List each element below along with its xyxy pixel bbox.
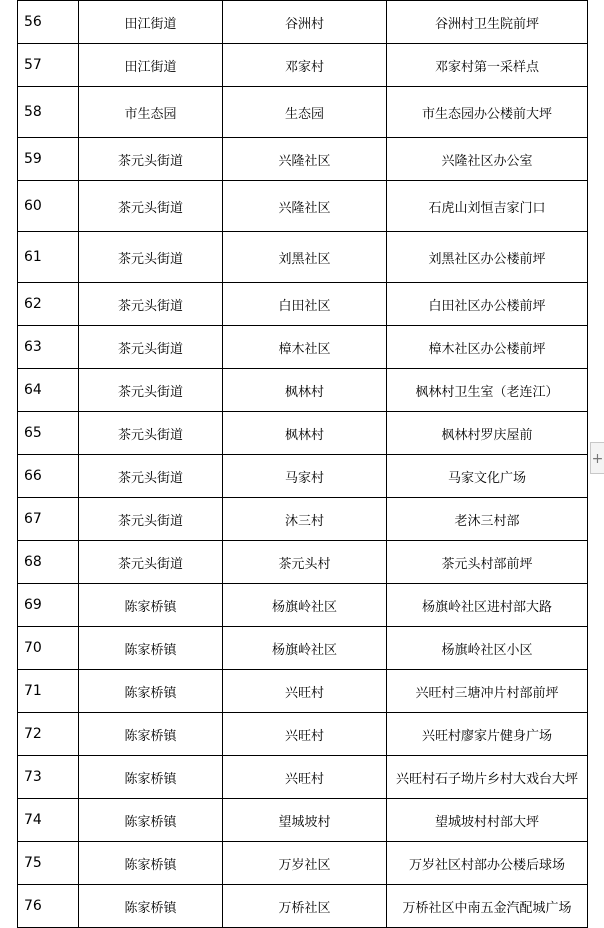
- row-number: 70: [18, 627, 79, 670]
- community-cell: 望城坡村: [223, 799, 387, 842]
- row-number: 65: [18, 412, 79, 455]
- site-cell: 万岁社区村部办公楼后球场: [387, 842, 588, 885]
- site-cell: 杨旗岭社区进村部大路: [387, 584, 588, 627]
- street-cell: 茶元头街道: [79, 541, 223, 584]
- table-row: [18, 541, 588, 584]
- table-row: [18, 369, 588, 412]
- street-cell: 茶元头街道: [79, 326, 223, 369]
- street-cell: 茶元头街道: [79, 181, 223, 232]
- street-cell: 市生态园: [79, 87, 223, 138]
- table-row: [18, 799, 588, 842]
- community-cell: 杨旗岭社区: [223, 627, 387, 670]
- community-cell: 兴隆社区: [223, 138, 387, 181]
- community-cell: 万岁社区: [223, 842, 387, 885]
- community-cell: 兴隆社区: [223, 181, 387, 232]
- row-number: 64: [18, 369, 79, 412]
- site-cell: 兴隆社区办公室: [387, 138, 588, 181]
- row-number: 75: [18, 842, 79, 885]
- site-cell: 枫林村罗庆屋前: [387, 412, 588, 455]
- community-cell: 邓家村: [223, 44, 387, 87]
- row-number: 76: [18, 885, 79, 928]
- row-number: 60: [18, 181, 79, 232]
- street-cell: 茶元头街道: [79, 369, 223, 412]
- table-row: [18, 232, 588, 283]
- site-cell: 万桥社区中南五金汽配城广场: [387, 885, 588, 928]
- community-cell: 枫林村: [223, 412, 387, 455]
- row-number: 74: [18, 799, 79, 842]
- site-cell: 兴旺村三塘冲片村部前坪: [387, 670, 588, 713]
- site-cell: 兴旺村石子坳片乡村大戏台大坪: [387, 756, 588, 799]
- table-row: [18, 670, 588, 713]
- community-cell: 樟木社区: [223, 326, 387, 369]
- community-cell: 万桥社区: [223, 885, 387, 928]
- table-row: [18, 181, 588, 232]
- row-number: 68: [18, 541, 79, 584]
- site-cell: 杨旗岭社区小区: [387, 627, 588, 670]
- site-cell: 樟木社区办公楼前坪: [387, 326, 588, 369]
- row-number: 72: [18, 713, 79, 756]
- site-cell: 老沐三村部: [387, 498, 588, 541]
- row-number: 69: [18, 584, 79, 627]
- row-number: 58: [18, 87, 79, 138]
- street-cell: 茶元头街道: [79, 498, 223, 541]
- site-cell: 兴旺村廖家片健身广场: [387, 713, 588, 756]
- row-number: 62: [18, 283, 79, 326]
- site-cell: 白田社区办公楼前坪: [387, 283, 588, 326]
- row-number: 73: [18, 756, 79, 799]
- street-cell: 茶元头街道: [79, 283, 223, 326]
- table-row: [18, 584, 588, 627]
- street-cell: 茶元头街道: [79, 455, 223, 498]
- table-row: [18, 713, 588, 756]
- community-cell: 生态园: [223, 87, 387, 138]
- table-row: [18, 885, 588, 928]
- row-number: 66: [18, 455, 79, 498]
- street-cell: 陈家桥镇: [79, 670, 223, 713]
- table-row: [18, 44, 588, 87]
- community-cell: 兴旺村: [223, 670, 387, 713]
- street-cell: 陈家桥镇: [79, 627, 223, 670]
- street-cell: 陈家桥镇: [79, 842, 223, 885]
- street-cell: 陈家桥镇: [79, 799, 223, 842]
- community-cell: 沐三村: [223, 498, 387, 541]
- street-cell: 茶元头街道: [79, 412, 223, 455]
- community-cell: 茶元头村: [223, 541, 387, 584]
- site-cell: 马家文化广场: [387, 455, 588, 498]
- expand-plus-button[interactable]: [590, 442, 604, 474]
- table-row: [18, 283, 588, 326]
- table-row: [18, 87, 588, 138]
- community-cell: 马家村: [223, 455, 387, 498]
- site-cell: 市生态园办公楼前大坪: [387, 87, 588, 138]
- street-cell: 田江街道: [79, 1, 223, 44]
- row-number: 57: [18, 44, 79, 87]
- row-number: 67: [18, 498, 79, 541]
- community-cell: 杨旗岭社区: [223, 584, 387, 627]
- street-cell: 陈家桥镇: [79, 713, 223, 756]
- site-cell: 邓家村第一采样点: [387, 44, 588, 87]
- row-number: 63: [18, 326, 79, 369]
- table-body: [18, 1, 588, 928]
- testing-sites-table: [17, 0, 588, 928]
- site-cell: 望城坡村村部大坪: [387, 799, 588, 842]
- street-cell: 茶元头街道: [79, 138, 223, 181]
- table-row: [18, 756, 588, 799]
- street-cell: 陈家桥镇: [79, 885, 223, 928]
- row-number: 61: [18, 232, 79, 283]
- table-row: [18, 498, 588, 541]
- site-cell: 谷洲村卫生院前坪: [387, 1, 588, 44]
- street-cell: 陈家桥镇: [79, 584, 223, 627]
- table-row: [18, 455, 588, 498]
- site-cell: 刘黑社区办公楼前坪: [387, 232, 588, 283]
- table-row: [18, 412, 588, 455]
- street-cell: 陈家桥镇: [79, 756, 223, 799]
- community-cell: 刘黑社区: [223, 232, 387, 283]
- plus-icon: +: [591, 451, 604, 467]
- row-number: 59: [18, 138, 79, 181]
- community-cell: 兴旺村: [223, 756, 387, 799]
- table-row: [18, 138, 588, 181]
- site-cell: 石虎山刘恒吉家门口: [387, 181, 588, 232]
- table-row: [18, 842, 588, 885]
- community-cell: 白田社区: [223, 283, 387, 326]
- community-cell: 枫林村: [223, 369, 387, 412]
- table-row: [18, 627, 588, 670]
- row-number: 71: [18, 670, 79, 713]
- site-cell: 茶元头村部前坪: [387, 541, 588, 584]
- community-cell: 兴旺村: [223, 713, 387, 756]
- site-cell: 枫林村卫生室（老连江）: [387, 369, 588, 412]
- row-number: 56: [18, 1, 79, 44]
- table-row: [18, 1, 588, 44]
- table-row: [18, 326, 588, 369]
- street-cell: 田江街道: [79, 44, 223, 87]
- community-cell: 谷洲村: [223, 1, 387, 44]
- street-cell: 茶元头街道: [79, 232, 223, 283]
